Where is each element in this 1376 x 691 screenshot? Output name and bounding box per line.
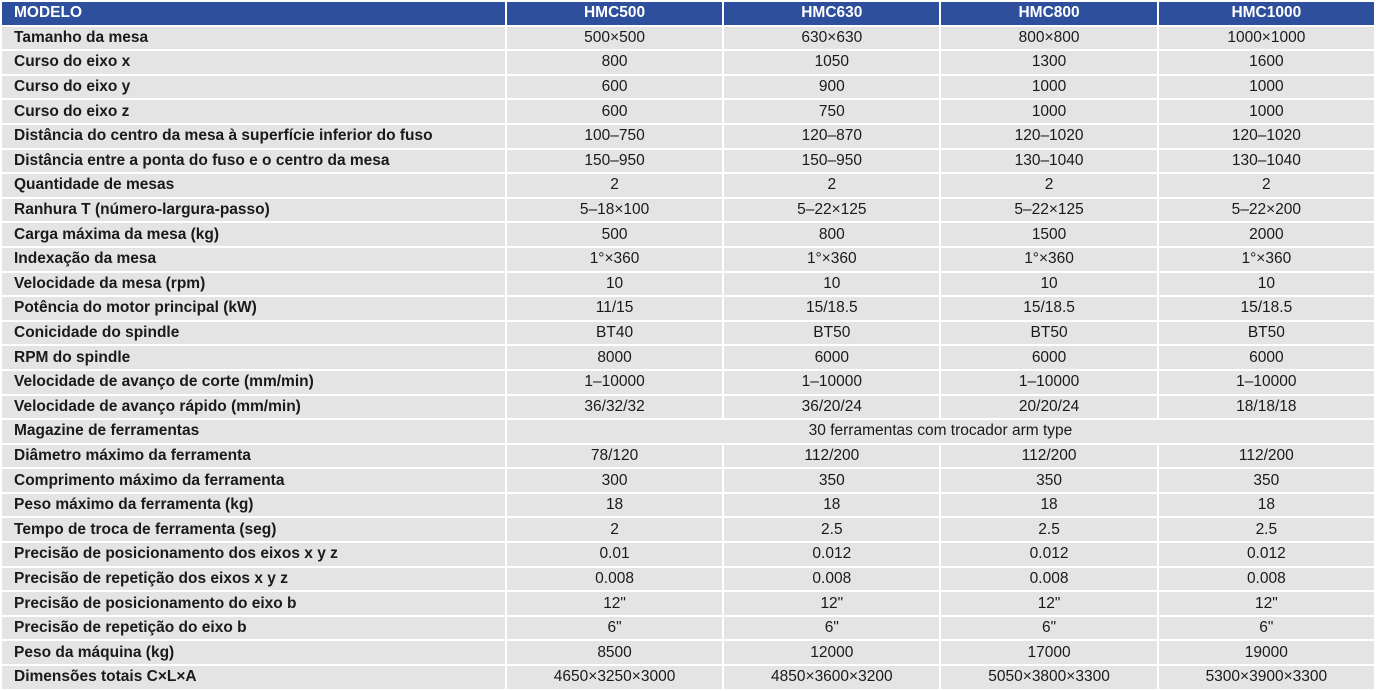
table-row <box>2 469 1374 492</box>
value-cell: BT50 <box>724 322 939 345</box>
value-cell: 2 <box>941 174 1156 197</box>
value-cell: 800 <box>507 51 722 74</box>
value-cell: 2 <box>724 174 939 197</box>
value-cell: 5300×3900×3300 <box>1159 666 1374 689</box>
row-label: Comprimento máximo da ferramenta <box>2 469 505 492</box>
value-cell: 12" <box>1159 592 1374 615</box>
value-cell: 4850×3600×3200 <box>724 666 939 689</box>
table-row <box>2 445 1374 468</box>
value-cell: 10 <box>1159 273 1374 296</box>
model-column-header: MODELO <box>2 2 505 25</box>
value-cell: 6000 <box>1159 346 1374 369</box>
value-cell: 350 <box>724 469 939 492</box>
value-cell: 18 <box>507 494 722 517</box>
value-cell: BT50 <box>1159 322 1374 345</box>
row-label: Velocidade de avanço rápido (mm/min) <box>2 396 505 419</box>
row-label: Velocidade de avanço de corte (mm/min) <box>2 371 505 394</box>
value-cell: 12" <box>724 592 939 615</box>
table-row <box>2 371 1374 394</box>
value-cell: 17000 <box>941 641 1156 664</box>
value-cell: 0.008 <box>1159 568 1374 591</box>
table-row <box>2 100 1374 123</box>
value-cell: 2.5 <box>941 518 1156 541</box>
row-label: Tempo de troca de ferramenta (seg) <box>2 518 505 541</box>
value-cell: 1°×360 <box>507 248 722 271</box>
value-cell: 350 <box>1159 469 1374 492</box>
table-row <box>2 641 1374 664</box>
value-cell: 1°×360 <box>941 248 1156 271</box>
value-cell: 8500 <box>507 641 722 664</box>
row-label: Magazine de ferramentas <box>2 420 505 443</box>
row-label: Dimensões totais C×L×A <box>2 666 505 689</box>
value-cell: 500 <box>507 223 722 246</box>
value-cell: 15/18.5 <box>941 297 1156 320</box>
row-label: Distância entre a ponta do fuso e o centro da mesa <box>2 150 505 173</box>
value-cell: 1050 <box>724 51 939 74</box>
value-cell: 350 <box>941 469 1156 492</box>
model-header-hmc630: HMC630 <box>724 2 939 25</box>
value-cell: 1–10000 <box>507 371 722 394</box>
value-cell: 1°×360 <box>724 248 939 271</box>
value-cell: 0.01 <box>507 543 722 566</box>
value-cell: 36/32/32 <box>507 396 722 419</box>
value-cell: 112/200 <box>724 445 939 468</box>
row-label: Distância do centro da mesa à superfície inferior do fuso <box>2 125 505 148</box>
value-cell: 0.012 <box>724 543 939 566</box>
row-label: Curso do eixo x <box>2 51 505 74</box>
value-cell: 2.5 <box>1159 518 1374 541</box>
row-label: Diâmetro máximo da ferramenta <box>2 445 505 468</box>
value-cell: 0.012 <box>941 543 1156 566</box>
value-cell: 150–950 <box>507 150 722 173</box>
table-row <box>2 150 1374 173</box>
value-cell: 630×630 <box>724 27 939 50</box>
value-cell: 150–950 <box>724 150 939 173</box>
value-cell: 12" <box>507 592 722 615</box>
value-cell: 2 <box>507 174 722 197</box>
value-cell: 10 <box>941 273 1156 296</box>
value-cell: 6" <box>507 617 722 640</box>
value-cell: 0.008 <box>507 568 722 591</box>
value-cell: 36/20/24 <box>724 396 939 419</box>
value-cell: 0.008 <box>941 568 1156 591</box>
value-cell: 1000 <box>941 76 1156 99</box>
table-row <box>2 396 1374 419</box>
value-cell: 5050×3800×3300 <box>941 666 1156 689</box>
value-cell: 18 <box>1159 494 1374 517</box>
value-cell: 1000 <box>1159 76 1374 99</box>
value-cell: 120–1020 <box>1159 125 1374 148</box>
table-row <box>2 518 1374 541</box>
value-cell: 11/15 <box>507 297 722 320</box>
value-cell: 5–18×100 <box>507 199 722 222</box>
value-cell: 2 <box>1159 174 1374 197</box>
row-label: Carga máxima da mesa (kg) <box>2 223 505 246</box>
table-row <box>2 223 1374 246</box>
value-cell: 112/200 <box>941 445 1156 468</box>
value-cell: 18 <box>724 494 939 517</box>
value-cell: 78/120 <box>507 445 722 468</box>
table-row <box>2 346 1374 369</box>
table-row <box>2 199 1374 222</box>
row-label: Peso máximo da ferramenta (kg) <box>2 494 505 517</box>
value-cell: 120–870 <box>724 125 939 148</box>
model-header-hmc800: HMC800 <box>941 2 1156 25</box>
merged-value-cell: 30 ferramentas com trocador arm type <box>507 420 1374 443</box>
value-cell: 1500 <box>941 223 1156 246</box>
value-cell: 1000 <box>1159 100 1374 123</box>
value-cell: 1600 <box>1159 51 1374 74</box>
value-cell: 900 <box>724 76 939 99</box>
row-label: Precisão de repetição do eixo b <box>2 617 505 640</box>
value-cell: 4650×3250×3000 <box>507 666 722 689</box>
table-row <box>2 592 1374 615</box>
row-label: Precisão de posicionamento do eixo b <box>2 592 505 615</box>
value-cell: 5–22×125 <box>941 199 1156 222</box>
value-cell: 500×500 <box>507 27 722 50</box>
value-cell: 12" <box>941 592 1156 615</box>
value-cell: 600 <box>507 76 722 99</box>
value-cell: 100–750 <box>507 125 722 148</box>
value-cell: 8000 <box>507 346 722 369</box>
value-cell: 5–22×125 <box>724 199 939 222</box>
table-row <box>2 617 1374 640</box>
value-cell: 1000 <box>941 100 1156 123</box>
value-cell: 1–10000 <box>941 371 1156 394</box>
table-row <box>2 51 1374 74</box>
value-cell: 6" <box>1159 617 1374 640</box>
value-cell: 6000 <box>724 346 939 369</box>
model-header-hmc500: HMC500 <box>507 2 722 25</box>
value-cell: 0.008 <box>724 568 939 591</box>
row-label: Ranhura T (número-largura-passo) <box>2 199 505 222</box>
value-cell: 2000 <box>1159 223 1374 246</box>
value-cell: 19000 <box>1159 641 1374 664</box>
table-row <box>2 174 1374 197</box>
row-label: RPM do spindle <box>2 346 505 369</box>
value-cell: 800×800 <box>941 27 1156 50</box>
value-cell: 1000×1000 <box>1159 27 1374 50</box>
value-cell: BT40 <box>507 322 722 345</box>
value-cell: 600 <box>507 100 722 123</box>
model-header-hmc1000: HMC1000 <box>1159 2 1374 25</box>
table-row <box>2 568 1374 591</box>
value-cell: 130–1040 <box>1159 150 1374 173</box>
value-cell: 20/20/24 <box>941 396 1156 419</box>
value-cell: 15/18.5 <box>724 297 939 320</box>
value-cell: 5–22×200 <box>1159 199 1374 222</box>
spec-table-header <box>2 2 1374 25</box>
row-label: Tamanho da mesa <box>2 27 505 50</box>
value-cell: 800 <box>724 223 939 246</box>
value-cell: 130–1040 <box>941 150 1156 173</box>
row-label: Precisão de repetição dos eixos x y z <box>2 568 505 591</box>
value-cell: 1300 <box>941 51 1156 74</box>
value-cell: 6" <box>724 617 939 640</box>
value-cell: 750 <box>724 100 939 123</box>
row-label: Conicidade do spindle <box>2 322 505 345</box>
value-cell: 300 <box>507 469 722 492</box>
row-label: Quantidade de mesas <box>2 174 505 197</box>
table-row <box>2 297 1374 320</box>
value-cell: BT50 <box>941 322 1156 345</box>
table-row <box>2 248 1374 271</box>
table-row <box>2 27 1374 50</box>
table-row <box>2 543 1374 566</box>
table-row <box>2 666 1374 689</box>
value-cell: 15/18.5 <box>1159 297 1374 320</box>
table-row <box>2 420 1374 443</box>
value-cell: 112/200 <box>1159 445 1374 468</box>
table-row <box>2 494 1374 517</box>
header-row <box>2 2 1374 25</box>
row-label: Peso da máquina (kg) <box>2 641 505 664</box>
value-cell: 2.5 <box>724 518 939 541</box>
table-row <box>2 273 1374 296</box>
value-cell: 1°×360 <box>1159 248 1374 271</box>
value-cell: 6000 <box>941 346 1156 369</box>
row-label: Velocidade da mesa (rpm) <box>2 273 505 296</box>
value-cell: 10 <box>724 273 939 296</box>
row-label: Curso do eixo y <box>2 76 505 99</box>
value-cell: 18/18/18 <box>1159 396 1374 419</box>
value-cell: 1–10000 <box>1159 371 1374 394</box>
table-row <box>2 125 1374 148</box>
value-cell: 12000 <box>724 641 939 664</box>
value-cell: 1–10000 <box>724 371 939 394</box>
row-label: Curso do eixo z <box>2 100 505 123</box>
value-cell: 120–1020 <box>941 125 1156 148</box>
spec-table-body <box>2 27 1374 689</box>
value-cell: 10 <box>507 273 722 296</box>
row-label: Potência do motor principal (kW) <box>2 297 505 320</box>
table-row <box>2 76 1374 99</box>
value-cell: 6" <box>941 617 1156 640</box>
value-cell: 18 <box>941 494 1156 517</box>
value-cell: 2 <box>507 518 722 541</box>
row-label: Precisão de posicionamento dos eixos x y z <box>2 543 505 566</box>
row-label: Indexação da mesa <box>2 248 505 271</box>
value-cell: 0.012 <box>1159 543 1374 566</box>
table-row <box>2 322 1374 345</box>
